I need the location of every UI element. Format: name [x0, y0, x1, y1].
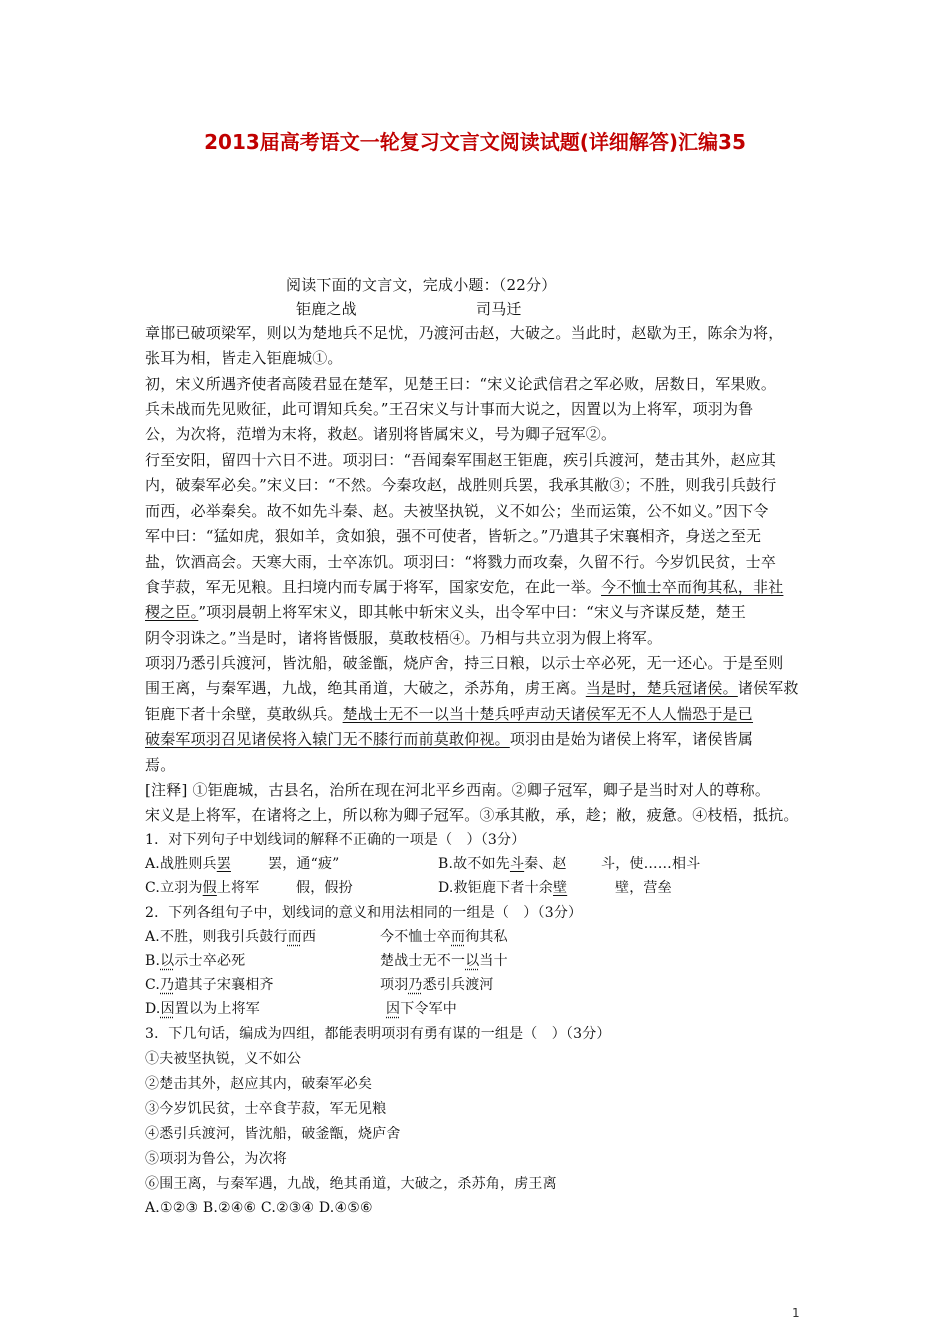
question-2-option-a-2 — [380, 926, 508, 948]
option-text: 遣其子宋襄相齐 — [174, 977, 274, 993]
option-text: 下令军中 — [400, 1001, 458, 1017]
question-2-stem: 2．下列各组句子中，划线词的意义和用法相同的一组是（ ）（3分） — [145, 905, 583, 921]
option-text: 上将军 — [216, 880, 260, 896]
instruction: 阅读下面的文言文，完成小题：（22分） — [286, 276, 557, 294]
passage-line: 焉。 — [145, 756, 176, 774]
option-text: B.故不如先 — [438, 856, 510, 872]
underlined-word: 斗 — [509, 856, 525, 872]
passage-line — [145, 728, 753, 750]
marked-word: 因 — [160, 1001, 175, 1017]
marked-word: 而 — [451, 929, 466, 945]
passage-author: 司马迁 — [476, 300, 522, 318]
option-text: C. — [145, 977, 161, 993]
question-1-option-b — [438, 853, 567, 875]
passage-text: 项羽由是始为诸侯上将军，诸侯皆属 — [509, 730, 754, 748]
underlined-sentence: 稷之臣。 — [145, 603, 199, 621]
question-1-option-b-explanation: 斗，使……相斗 — [601, 856, 701, 872]
marked-word: 以 — [465, 953, 480, 969]
passage-text: 围王离，与秦军遇，九战，绝其甬道，大破之，杀苏角，虏王离。 — [145, 679, 586, 697]
passage-line: 行至安阳，留四十六日不进。项羽曰：“吾闻秦军围赵王钜鹿，疾引兵渡河，楚击其外，赵应其 — [145, 451, 777, 469]
question-2-option-d-1 — [145, 998, 260, 1020]
passage-line: 初，宋义所遇齐使者高陵君显在楚军，见楚王曰：“宋义论武信君之军必败，居数日，军果败。 — [145, 375, 777, 393]
question-3-item: ⑥围王离，与秦军遇，九战，绝其甬道，大破之，杀苏角，虏王离 — [145, 1176, 557, 1192]
marked-word: 乃 — [160, 977, 175, 993]
option-text: A.战胜则兵 — [145, 856, 217, 872]
passage-line: 而西，必举秦矣。故不如先斗秦、赵。夫被坚执锐，义不如公；坐而运策，公不如义。”因下令 — [145, 502, 769, 520]
option-text: 徇其私 — [465, 929, 508, 945]
question-3-item: ①夫被坚执锐，义不如公 — [145, 1051, 302, 1067]
passage-text: 钜鹿下者十余壁，莫敢纵兵。 — [145, 705, 343, 723]
option-text: 示士卒必死 — [174, 953, 246, 969]
question-3-choices: A.①②③ B.②④⑥ C.②③④ D.④⑤⑥ — [145, 1200, 373, 1216]
passage-line — [145, 677, 799, 699]
question-1-option-c-explanation: 假，假扮 — [296, 880, 353, 896]
marked-word: 以 — [160, 953, 175, 969]
option-text: C.立羽为 — [145, 880, 203, 896]
passage-line: 公，为次将，范增为末将，救赵。诸别将皆属宋义，号为卿子冠军②。 — [145, 425, 617, 443]
question-1-option-a — [145, 853, 231, 875]
passage-line: 章邯已破项梁军，则以为楚地兵不足忧，乃渡河击赵，大破之。当此时，赵歇为王，陈余为将， — [145, 324, 784, 342]
passage-text: 食芋菽，军无见粮。且扫境内而专属于将军，国家安危，在此一举。 — [145, 578, 602, 596]
option-text: D.救钜鹿下者十余 — [438, 880, 553, 896]
option-text: 置以为上将军 — [174, 1001, 260, 1017]
passage-line: 兵未战而先见败征，此可谓知兵矣。”王召宋义与计事而大说之，因置以为上将军，项羽为鲁 — [145, 400, 754, 418]
option-text: 当十 — [479, 953, 508, 969]
passage-line: 阴令羽诛之。”当是时，诸将皆慑服，莫敢枝梧④。乃相与共立羽为假上将军。 — [145, 629, 663, 647]
document-title: 2013届高考语文一轮复习文言文阅读试题(详细解答)汇编35 — [204, 130, 746, 154]
annotation-line: 宋义是上将军，在诸将之上，所以称为卿子冠军。③承其敝，承，趁；敝，疲惫。④枝梧，抵抗。 — [145, 806, 799, 824]
marked-word: 而 — [287, 929, 302, 945]
passage-line — [145, 576, 783, 598]
question-2-option-c-2 — [380, 974, 494, 996]
passage-text: 诸侯军救 — [737, 679, 799, 697]
option-text: 今不恤士卒 — [380, 929, 451, 945]
question-2-option-b-2 — [380, 950, 508, 972]
underlined-sentence: 今不恤士卒而徇其私，非社 — [601, 578, 784, 596]
underlined-sentence: 楚战士无不一以当十楚兵呼声动天诸侯军无不人人惴恐于是已 — [342, 705, 754, 723]
option-text: 楚战士无不一 — [380, 953, 466, 969]
passage-line: 张耳为相，皆走入钜鹿城①。 — [145, 349, 343, 367]
option-text: 项羽 — [380, 977, 409, 993]
question-3-item: ③今岁饥民贫，士卒食芋菽，军无见粮 — [145, 1101, 387, 1117]
question-3-item: ②楚击其外，赵应其内，破秦军必矣 — [145, 1076, 373, 1092]
underlined-sentence: 当是时，楚兵冠诸侯。 — [585, 679, 738, 697]
option-text: 秦、赵 — [524, 856, 567, 872]
question-1-option-a-explanation: 罢，通“疲” — [268, 856, 340, 872]
question-3-stem: 3．下几句话，编成为四组，都能表明项羽有勇有谋的一组是（ ）（3分） — [145, 1026, 611, 1042]
question-1-option-c — [145, 877, 259, 899]
option-text: D. — [145, 1001, 161, 1017]
question-1-option-d — [438, 877, 567, 899]
passage-line: 项羽乃悉引兵渡河，皆沈船，破釜甑，烧庐舍，持三日粮，以示士卒必死，无一还心。于是至则 — [145, 654, 784, 672]
annotation-line: [注释] ①钜鹿城，古县名，治所在现在河北平乡西南。②卿子冠军，卿子是当时对人的尊称。 — [145, 781, 771, 799]
question-2-option-a-1 — [145, 926, 316, 948]
question-2-option-c-1 — [145, 974, 274, 996]
underlined-word: 壁 — [552, 880, 568, 896]
option-text: 西 — [301, 929, 317, 945]
passage-line — [145, 601, 746, 623]
underlined-word: 假 — [202, 880, 217, 896]
page-number: 1 — [792, 1306, 800, 1320]
passage-line: 内，破秦军必矣。”宋义曰：“不然。今秦攻赵，战胜则兵罢，我承其敝③；不胜，则我引兵鼓行 — [145, 476, 777, 494]
marked-word: 乃 — [408, 977, 423, 993]
question-2-option-b-1 — [145, 950, 245, 972]
option-text: 悉引兵渡河 — [422, 977, 494, 993]
marked-word: 因 — [386, 1001, 401, 1017]
passage-text: ”项羽晨朝上将军宋义，即其帐中斩宋义头，出令军中曰：“宋义与齐谋反楚，楚王 — [198, 603, 747, 621]
question-1-option-d-explanation: 壁，营垒 — [615, 880, 672, 896]
question-3-item: ④悉引兵渡河，皆沈船，破釜甑，烧庐舍 — [145, 1126, 401, 1142]
option-text: B. — [145, 953, 161, 969]
passage-line: 盐，饮酒高会。天寒大雨，士卒冻饥。项羽曰：“将戮力而攻秦，久留不行。今岁饥民贫，士卒 — [145, 553, 777, 571]
passage-line — [145, 703, 753, 725]
underlined-word: 罢 — [216, 856, 231, 872]
question-3-item: ⑤项羽为鲁公，为次将 — [145, 1151, 287, 1167]
underlined-sentence: 破秦军项羽召见诸侯将入辕门无不膝行而前莫敢仰视。 — [145, 730, 510, 748]
passage-line: 军中曰：“猛如虎，狠如羊，贪如狼，强不可使者，皆斩之。”乃遣其子宋襄相齐，身送之至无 — [145, 527, 762, 545]
question-2-option-d-2 — [386, 998, 457, 1020]
question-1-stem: 1．对下列句子中划线词的解释不正确的一项是（ ）（3分） — [145, 832, 526, 848]
passage-title: 钜鹿之战 — [296, 300, 357, 318]
option-text: A.不胜，则我引兵鼓行 — [145, 929, 288, 945]
